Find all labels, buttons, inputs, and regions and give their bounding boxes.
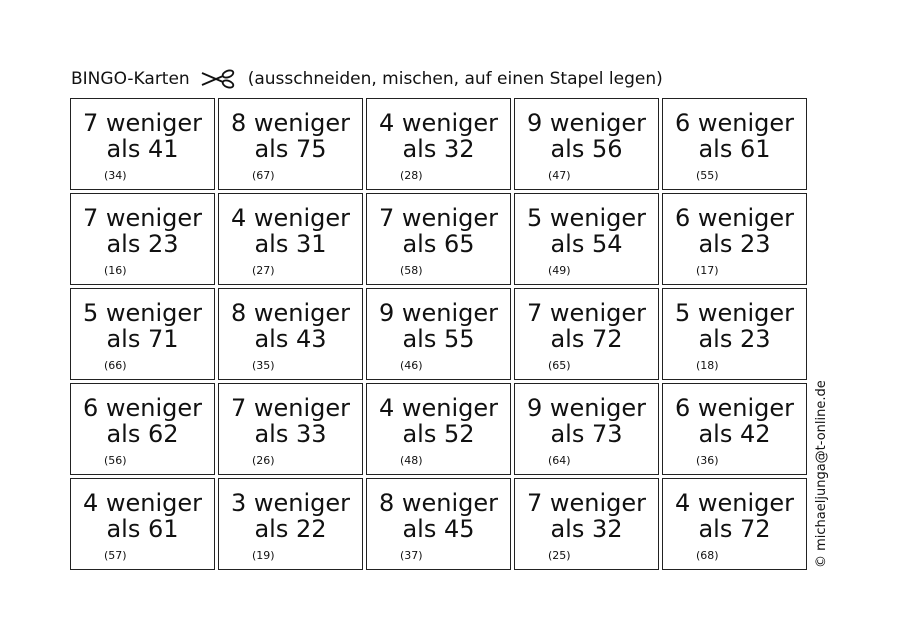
bingo-card [662,288,807,380]
card-answer: (64) [548,454,571,467]
bingo-card [366,193,511,285]
card-line-base: als 41 [106,135,179,163]
worksheet-header [71,66,663,92]
card-line-base: als 42 [698,420,771,448]
scissors-icon [200,68,236,90]
card-line-subtract: 8 weniger [230,299,351,327]
card-line-base: als 23 [106,230,179,258]
card-line-base: als 45 [402,515,475,543]
card-line-subtract: 7 weniger [82,204,203,232]
card-answer: (34) [104,169,127,182]
card-line-base: als 32 [402,135,475,163]
card-answer: (47) [548,169,571,182]
card-line-subtract: 5 weniger [526,204,647,232]
card-line-subtract: 9 weniger [378,299,499,327]
card-line-base: als 43 [254,325,327,353]
card-line-base: als 75 [254,135,327,163]
bingo-card [662,383,807,475]
bingo-card [366,383,511,475]
card-line-subtract: 8 weniger [378,489,499,517]
bingo-card [514,193,659,285]
card-line-base: als 32 [550,515,623,543]
bingo-card [514,98,659,190]
card-line-base: als 23 [698,230,771,258]
card-answer: (68) [696,549,719,562]
card-line-base: als 22 [254,515,327,543]
card-line-subtract: 9 weniger [526,109,647,137]
card-answer: (55) [696,169,719,182]
card-line-base: als 61 [698,135,771,163]
bingo-card [662,98,807,190]
card-line-subtract: 4 weniger [230,204,351,232]
card-line-subtract: 5 weniger [82,299,203,327]
card-line-subtract: 3 weniger [230,489,351,517]
bingo-card [70,383,215,475]
card-line-subtract: 4 weniger [378,394,499,422]
card-line-subtract: 6 weniger [674,204,795,232]
card-line-base: als 52 [402,420,475,448]
card-answer: (58) [400,264,423,277]
card-answer: (16) [104,264,127,277]
bingo-card [218,478,363,570]
card-line-subtract: 6 weniger [674,109,795,137]
card-line-subtract: 4 weniger [82,489,203,517]
card-answer: (27) [252,264,275,277]
card-answer: (56) [104,454,127,467]
card-line-base: als 56 [550,135,623,163]
bingo-card [218,98,363,190]
card-answer: (48) [400,454,423,467]
bingo-card [662,478,807,570]
worksheet-title: BINGO-Karten [71,69,190,89]
card-answer: (67) [252,169,275,182]
card-line-subtract: 9 weniger [526,394,647,422]
bingo-card [70,193,215,285]
card-line-subtract: 7 weniger [230,394,351,422]
worksheet-instruction: (ausschneiden, mischen, auf einen Stapel legen) [247,69,663,89]
card-line-base: als 55 [402,325,475,353]
card-line-base: als 65 [402,230,475,258]
card-answer: (17) [696,264,719,277]
card-answer: (28) [400,169,423,182]
card-line-subtract: 4 weniger [674,489,795,517]
card-line-subtract: 6 weniger [82,394,203,422]
bingo-card [70,98,215,190]
card-line-base: als 33 [254,420,327,448]
bingo-card [218,288,363,380]
card-line-subtract: 7 weniger [526,299,647,327]
card-line-base: als 62 [106,420,179,448]
card-line-base: als 73 [550,420,623,448]
bingo-card-grid [70,98,807,570]
card-line-subtract: 7 weniger [526,489,647,517]
card-answer: (57) [104,549,127,562]
bingo-card [70,478,215,570]
card-answer: (26) [252,454,275,467]
card-answer: (35) [252,359,275,372]
bingo-card [218,383,363,475]
card-line-subtract: 8 weniger [230,109,351,137]
card-answer: (36) [696,454,719,467]
bingo-card [514,288,659,380]
bingo-card [218,193,363,285]
bingo-card [366,288,511,380]
bingo-card [70,288,215,380]
card-line-subtract: 7 weniger [378,204,499,232]
card-answer: (46) [400,359,423,372]
card-line-base: als 23 [698,325,771,353]
card-line-base: als 71 [106,325,179,353]
card-answer: (18) [696,359,719,372]
card-line-base: als 54 [550,230,623,258]
card-line-base: als 72 [698,515,771,543]
card-line-subtract: 4 weniger [378,109,499,137]
card-line-subtract: 6 weniger [674,394,795,422]
card-answer: (65) [548,359,571,372]
bingo-card [662,193,807,285]
bingo-card [514,478,659,570]
card-answer: (66) [104,359,127,372]
bingo-card [514,383,659,475]
card-line-subtract: 5 weniger [674,299,795,327]
card-line-base: als 61 [106,515,179,543]
card-answer: (19) [252,549,275,562]
card-line-base: als 72 [550,325,623,353]
copyright-credit: © michaeljunga@t-online.de [814,380,829,568]
card-line-subtract: 7 weniger [82,109,203,137]
card-line-base: als 31 [254,230,327,258]
card-answer: (25) [548,549,571,562]
card-answer: (37) [400,549,423,562]
card-answer: (49) [548,264,571,277]
bingo-card [366,98,511,190]
bingo-card [366,478,511,570]
